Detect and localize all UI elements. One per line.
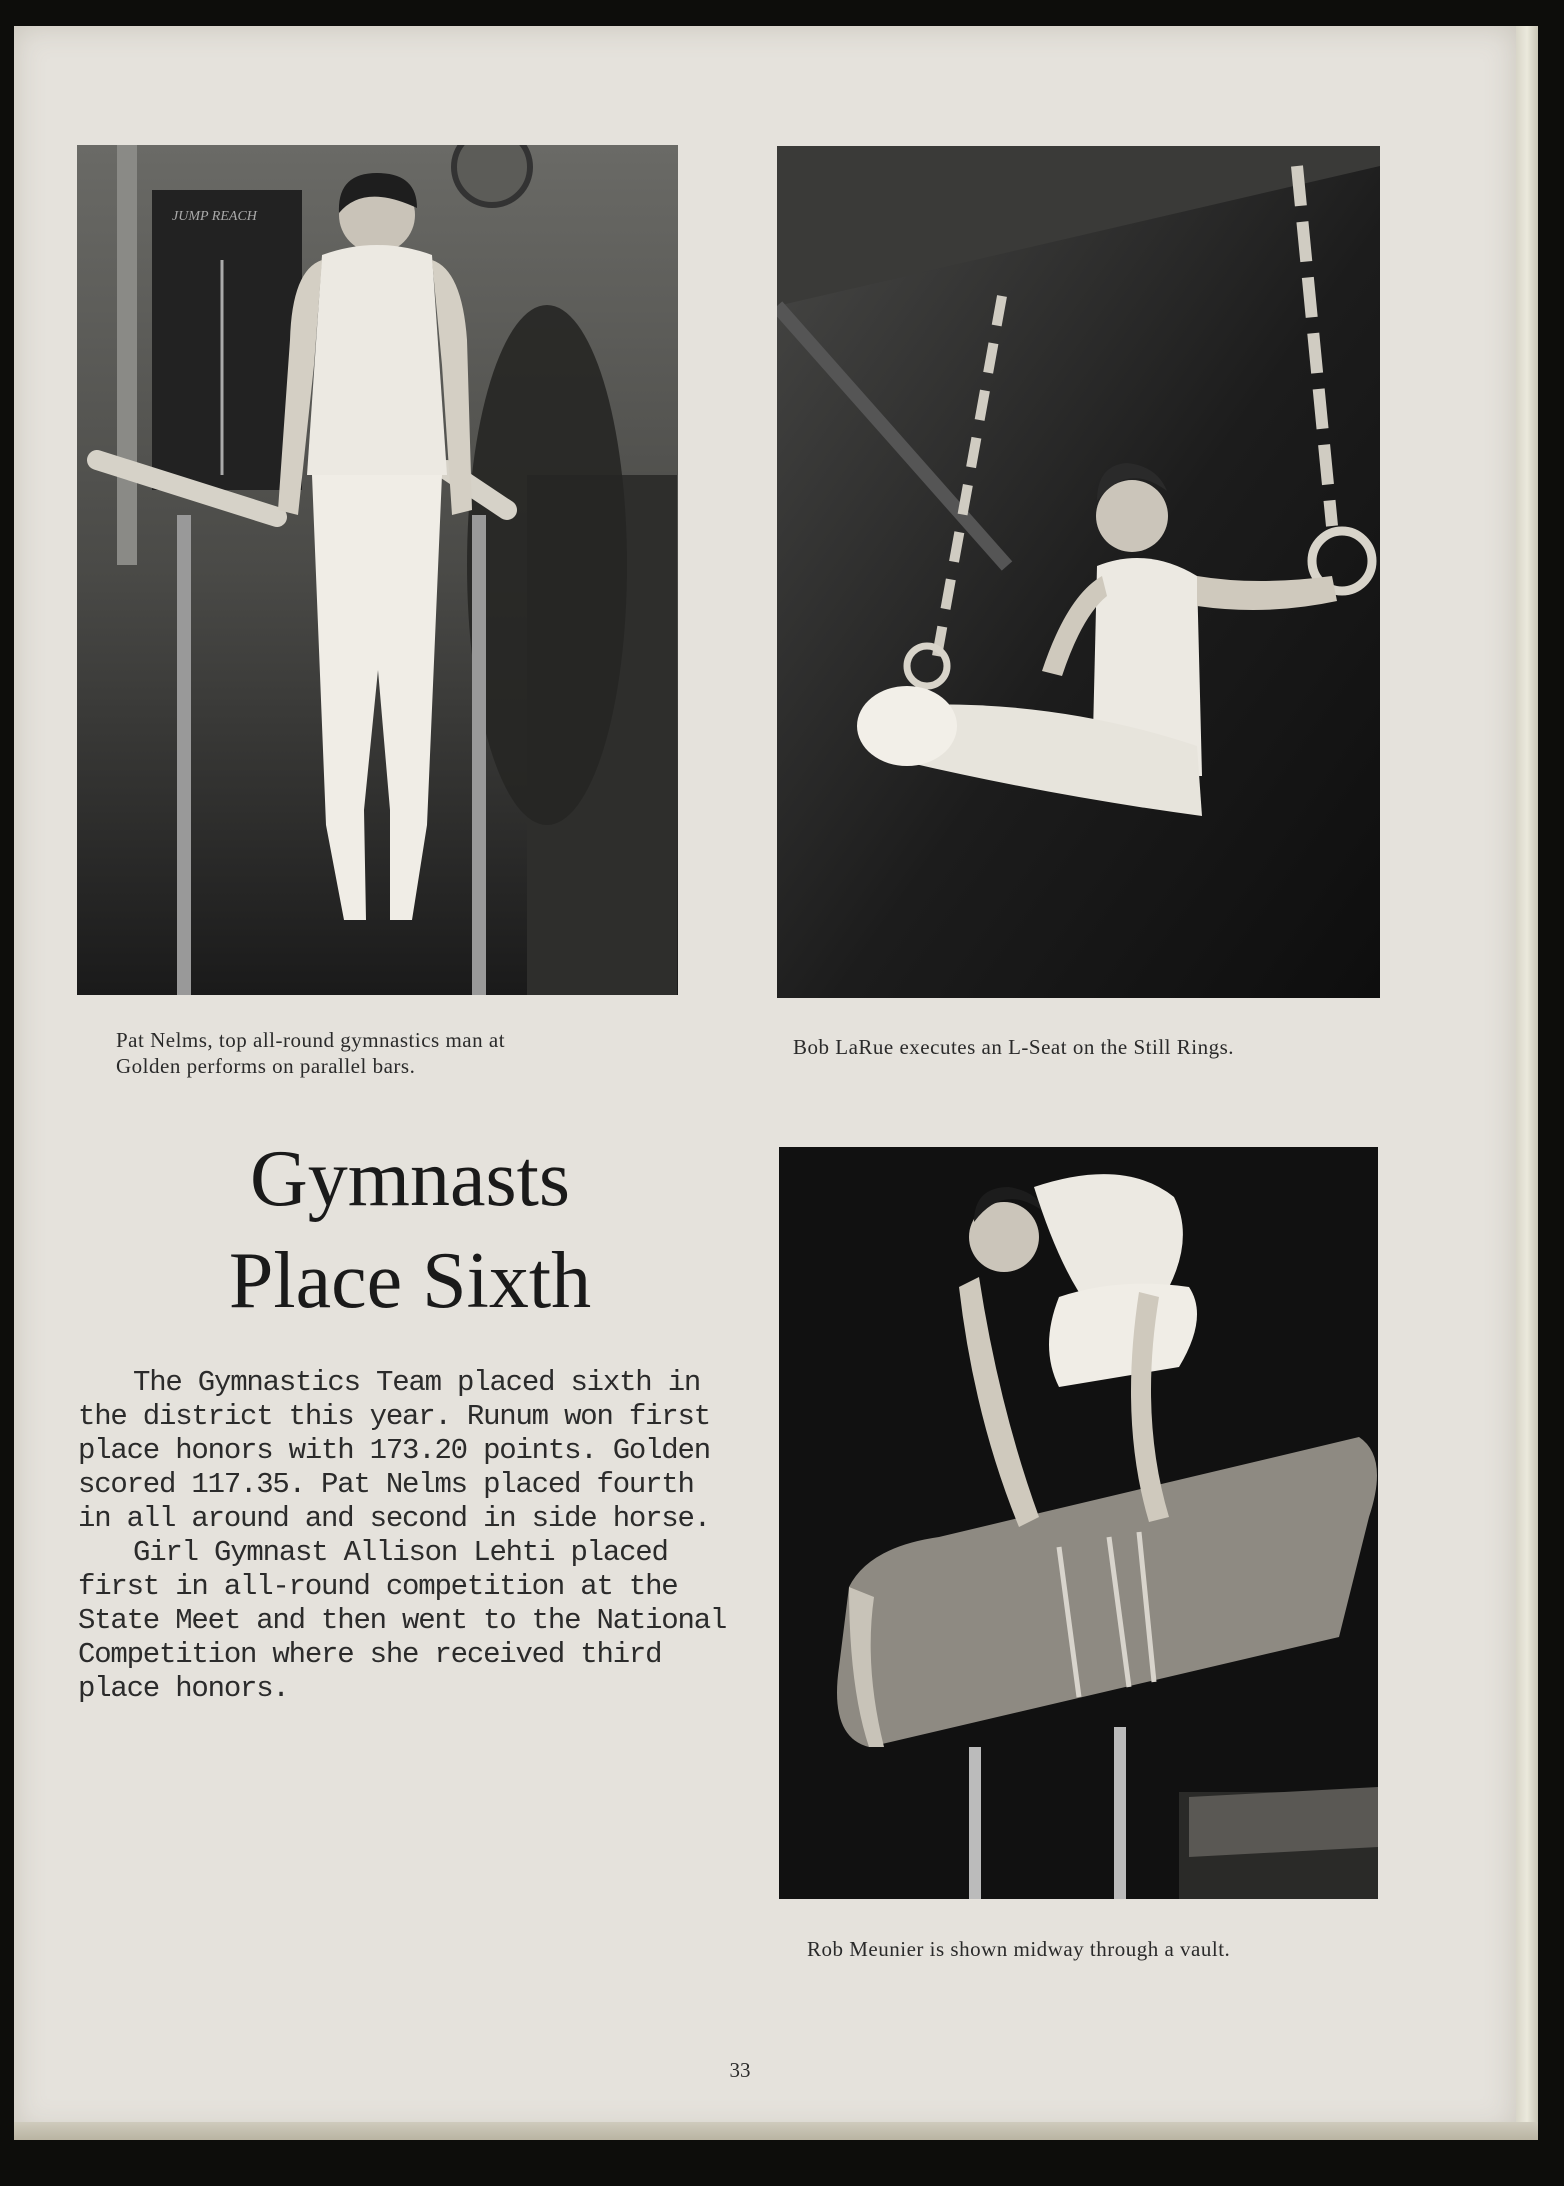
article-paragraph: Girl Gymnast Allison Lehti placed first in all-round competition at the State Meet and then went to the National Competition where she received third place honors. [78,1536,727,1705]
article-body [78,1366,738,1706]
page-title [110,1128,710,1332]
vault-caption [807,1936,1367,1962]
still-rings-photo [777,146,1380,998]
caption-text: Bob LaRue executes an L-Seat on the Still Rings. [793,1035,1235,1059]
caption-text: Rob Meunier is shown midway through a vault. [807,1937,1231,1961]
vault-photo [779,1147,1378,1899]
still-rings-caption [793,1034,1363,1060]
parallel-bars-caption [116,1027,676,1079]
article-paragraph: The Gymnastics Team placed sixth in the district this year. Runum won first place honors with 173.20 points. Golden scored 117.35. Pat Nelms placed fourth in all around and second in side horse. [78,1366,710,1535]
parallel-bars-photo [77,145,678,995]
page-title-line: Place Sixth [228,1237,592,1325]
page-bottom-edge [14,2122,1538,2140]
page-edge [1516,26,1538,2132]
caption-text: Pat Nelms, top all-round gymnastics man at Golden performs on parallel bars. [116,1028,506,1078]
page-title-line: Gymnasts [250,1135,570,1223]
page-number: 33 [729,2058,751,2082]
sign-text: JUMP REACH [172,209,257,224]
